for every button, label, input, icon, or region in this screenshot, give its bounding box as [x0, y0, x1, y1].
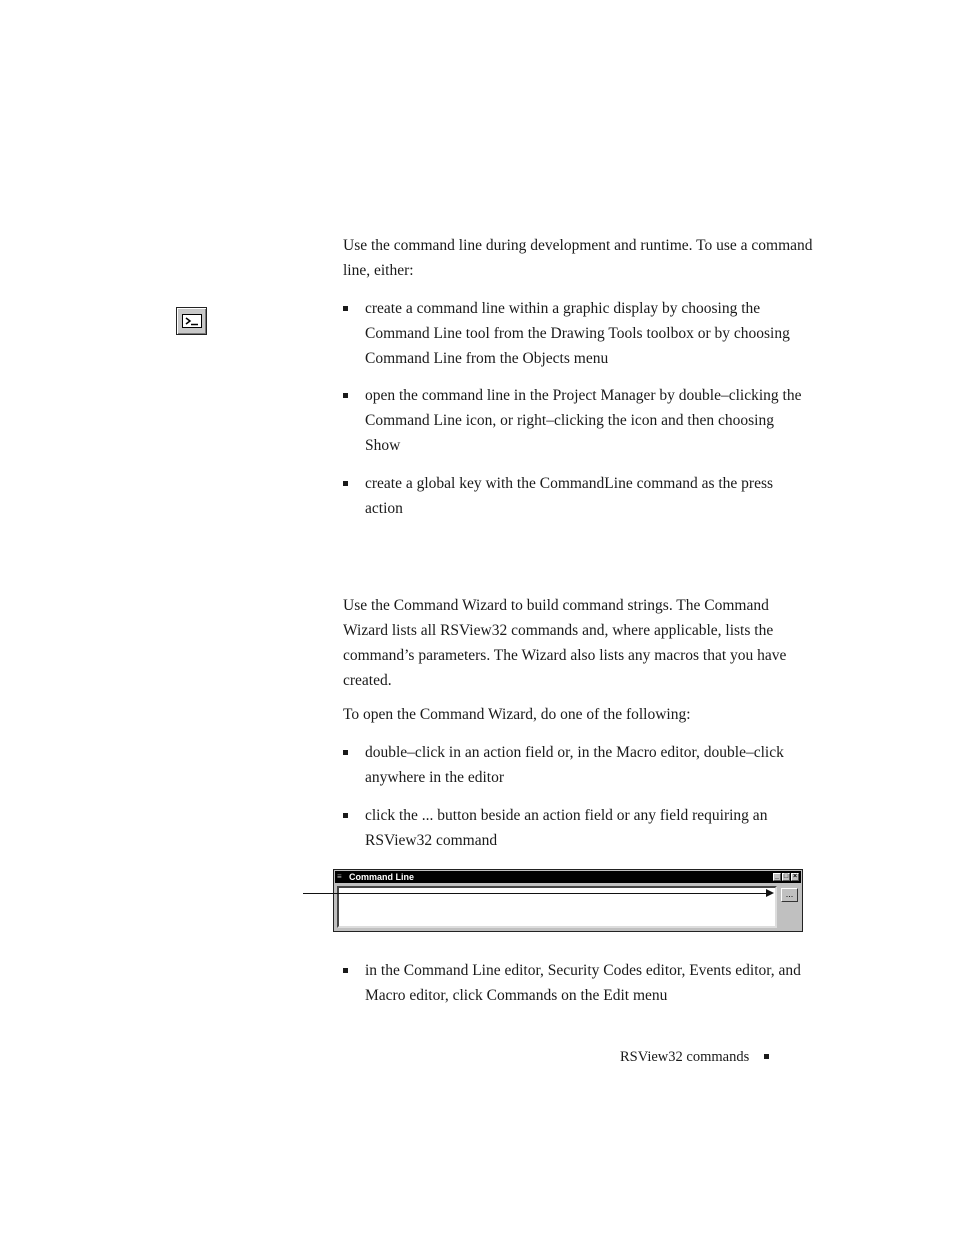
- list-item-text: create a global key with the CommandLine command as the press action: [365, 475, 774, 517]
- callout-line: [303, 893, 769, 894]
- bullet-marker: [343, 481, 348, 486]
- minimize-icon[interactable]: _: [773, 873, 781, 881]
- window-title: Command Line: [349, 872, 415, 882]
- section2-intro: Use the Command Wizard to build command strings. The Command Wizard lists all RSView32 commands and, where applicable, lists the command’s parameters. The Wizard also lists any macros that you have created.: [343, 597, 787, 689]
- bullet-marker: [343, 750, 348, 755]
- list-item: [343, 471, 813, 521]
- footer-marker: [764, 1054, 769, 1059]
- section1-intro: Use the command line during development and runtime. To use a command line, either:: [343, 237, 813, 279]
- list-item-text: open the command line in the Project Manager by double–clicking the Command Line icon, or right–clicking the icon and then choosing Show: [365, 387, 802, 454]
- maximize-icon[interactable]: □: [783, 873, 789, 880]
- list-item: [343, 958, 813, 1008]
- list-item-text: double–click in an action field or, in the Macro editor, double–click anywhere in the editor: [365, 744, 784, 786]
- window-titlebar: [335, 871, 801, 883]
- bullet-marker: [343, 813, 348, 818]
- browse-button[interactable]: ...: [781, 888, 798, 902]
- bullet-marker: [343, 306, 348, 311]
- list-item-text: click the ... button beside an action field or any field requiring an RSView32 command: [365, 807, 768, 849]
- callout-arrowhead: [766, 889, 774, 897]
- bullet-marker: [343, 968, 348, 973]
- list-item-text: in the Command Line editor, Security Codes editor, Events editor, and Macro editor, click Commands on the Edit menu: [365, 962, 801, 1004]
- list-item: [343, 803, 813, 853]
- close-icon[interactable]: ×: [792, 873, 798, 880]
- bullet-marker: [343, 393, 348, 398]
- page-footer: RSView32 commands: [620, 1049, 750, 1065]
- list-item: [343, 383, 813, 458]
- list-item-text: create a command line within a graphic display by choosing the Command Line tool from the Drawing Tools toolbox or by choosing Command Line from the Objects menu: [365, 300, 790, 367]
- list-item: [343, 296, 813, 371]
- system-menu-icon[interactable]: ≡: [337, 872, 342, 881]
- command-line-window: [333, 869, 803, 932]
- command-line-tool-icon: [176, 307, 207, 335]
- list-item: [343, 740, 813, 790]
- open-instruction: To open the Command Wizard, do one of the following:: [343, 706, 691, 723]
